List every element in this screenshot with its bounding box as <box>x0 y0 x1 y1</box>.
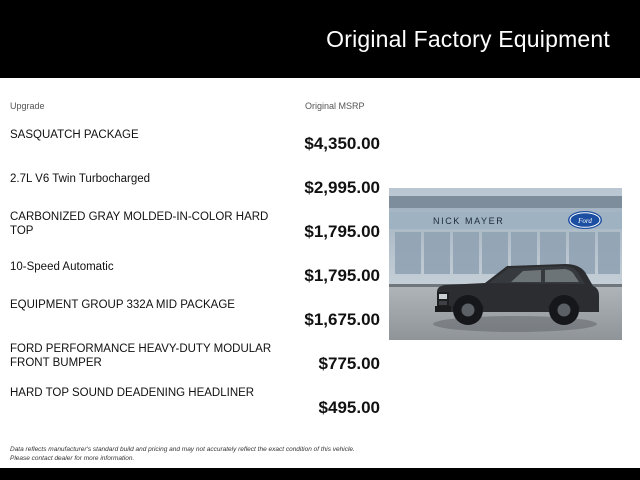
column-header-upgrade: Upgrade <box>10 101 45 111</box>
table-row <box>0 340 390 384</box>
dealer-sign-text: NICK MAYER <box>433 216 505 226</box>
equipment-price: $1,675.00 <box>304 310 380 329</box>
equipment-table <box>0 120 390 428</box>
table-row <box>0 120 390 164</box>
page-title: Original Factory Equipment <box>326 25 610 52</box>
header-band <box>0 0 640 78</box>
disclaimer-text <box>10 445 440 463</box>
equipment-label: CARBONIZED GRAY MOLDED-IN-COLOR HARD TOP <box>10 211 269 237</box>
svg-text:Ford: Ford <box>578 217 592 225</box>
table-row <box>0 208 390 252</box>
footer-band <box>0 468 640 480</box>
equipment-price: $4,350.00 <box>304 134 380 153</box>
table-row <box>0 164 390 208</box>
disclaimer-line-1: Data reflects manufacturer's standard build and pricing and may not accurately reflect the exact condition of this vehicle. <box>10 446 355 453</box>
equipment-price: $1,795.00 <box>304 222 380 241</box>
equipment-price: $775.00 <box>318 354 380 373</box>
table-row <box>0 296 390 340</box>
equipment-label: 10-Speed Automatic <box>10 261 114 273</box>
equipment-label: FORD PERFORMANCE HEAVY-DUTY MODULAR FRONT BUMPER <box>10 343 272 369</box>
table-row <box>0 384 390 428</box>
table-row <box>0 252 390 296</box>
equipment-label: EQUIPMENT GROUP 332A MID PACKAGE <box>10 299 235 311</box>
equipment-sheet <box>0 78 640 468</box>
equipment-price: $1,795.00 <box>304 266 380 285</box>
equipment-price: $495.00 <box>318 398 380 417</box>
vehicle-photo <box>389 188 622 340</box>
equipment-label: HARD TOP SOUND DEADENING HEADLINER <box>10 387 255 399</box>
disclaimer-line-2: Please contact dealer for more information. <box>10 455 135 462</box>
column-header-msrp: Original MSRP <box>305 101 365 111</box>
equipment-label: SASQUATCH PACKAGE <box>10 129 139 141</box>
equipment-price: $2,995.00 <box>304 178 380 197</box>
equipment-label: 2.7L V6 Twin Turbocharged <box>10 173 151 185</box>
